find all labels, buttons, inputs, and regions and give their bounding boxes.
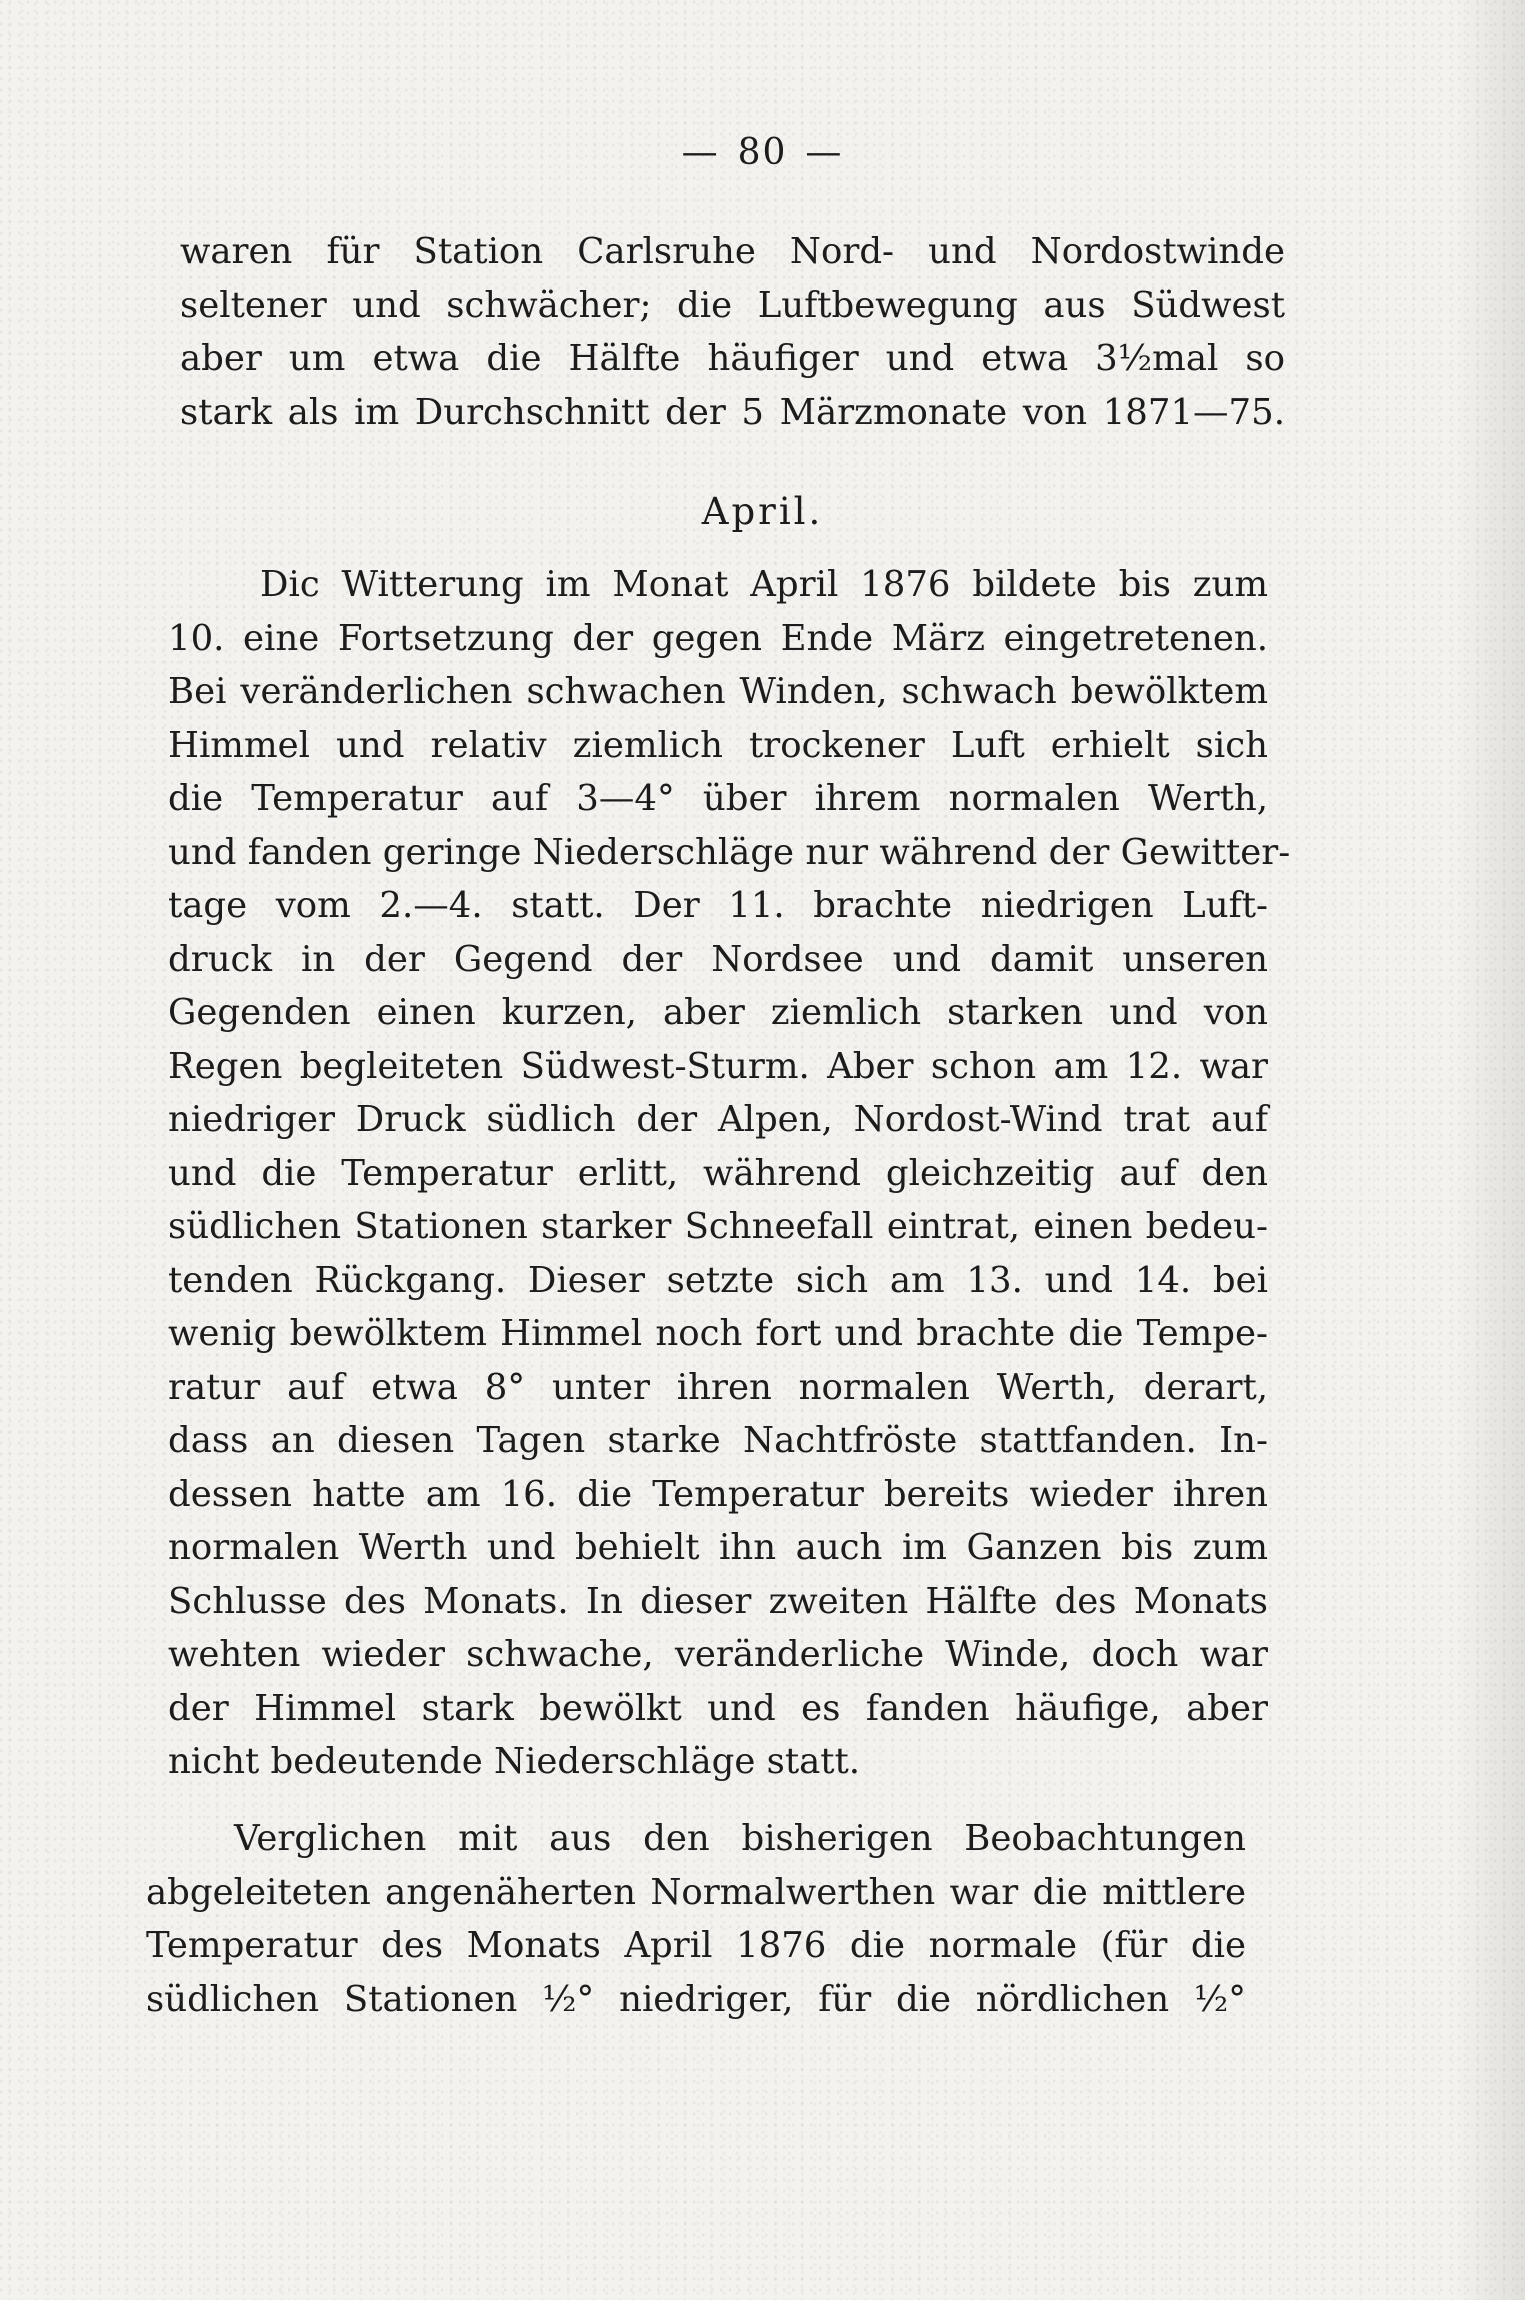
text-line: aber um etwa die Hälfte häufiger und etwa 3½mal so xyxy=(180,338,1285,379)
text-line: Regen begleiteten Südwest-Sturm. Aber schon am 12. war xyxy=(168,1045,1268,1087)
text-line: waren für Station Carlsruhe Nord- und Nordostwinde xyxy=(180,231,1285,272)
page-number-dash-left: — xyxy=(681,132,720,173)
text-line: wehten wieder schwache, veränderliche Winde, doch war xyxy=(168,1634,1268,1675)
text-line: tenden Rückgang. Dieser setzte sich am 13. und 14. bei xyxy=(168,1259,1268,1301)
text-line: seltener und schwächer; die Luftbewegung aus Südwest xyxy=(180,284,1285,326)
text-line: abgeleiteten angenäherten Normalwerthen war die mittlere xyxy=(146,1871,1246,1913)
text-line: und die Temperatur erlitt, während gleichzeitig auf den xyxy=(168,1152,1268,1194)
page-edge-shadow xyxy=(1455,0,1525,2300)
text-line: Verglichen mit aus den bisherigen Beobachtungen xyxy=(234,1818,1246,1859)
text-line: niedriger Druck südlich der Alpen, Nordost-Wind trat auf xyxy=(168,1099,1268,1140)
section-heading: April. xyxy=(701,490,824,533)
text-line: Dic Witterung im Monat April 1876 bildete bis zum xyxy=(260,564,1268,605)
text-line: stark als im Durchschnitt der 5 Märzmonate von 1871—75. xyxy=(180,391,1285,433)
text-line: tage vom 2.—4. statt. Der 11. brachte niedrigen Luft- xyxy=(168,885,1268,926)
page-number-value: 80 xyxy=(737,132,788,173)
text-line: Gegenden einen kurzen, aber ziemlich starken und von xyxy=(168,992,1268,1033)
text-line: der Himmel stark bewölkt und es fanden häufige, aber xyxy=(168,1687,1268,1729)
text-line: Temperatur des Monats April 1876 die normale (für die xyxy=(146,1925,1246,1966)
text-line: nicht bedeutende Niederschläge statt. xyxy=(168,1741,861,1782)
paragraph-1 xyxy=(168,558,1291,1789)
text-line: ratur auf etwa 8° unter ihren normalen Werth, derart, xyxy=(168,1366,1268,1408)
text-line: wenig bewölktem Himmel noch fort und brachte die Tempe- xyxy=(168,1313,1268,1354)
text-line: druck in der Gegend der Nordsee und damit unseren xyxy=(168,938,1268,980)
paragraph-2 xyxy=(146,1812,1246,2026)
text-line: normalen Werth und behielt ihn auch im Ganzen bis zum xyxy=(168,1527,1268,1568)
text-line: Bei veränderlichen schwachen Winden, schwach bewölktem xyxy=(168,671,1268,712)
text-line: südlichen Stationen starker Schneefall eintrat, einen bedeu- xyxy=(168,1206,1268,1247)
text-line: dass an diesen Tagen starke Nachtfröste stattfanden. In- xyxy=(168,1420,1268,1461)
text-line: Himmel und relativ ziemlich trockener Luft erhielt sich xyxy=(168,724,1268,766)
page-number-dash-right: — xyxy=(805,132,844,173)
page-number xyxy=(0,132,1525,173)
text-line: dessen hatte am 16. die Temperatur bereits wieder ihren xyxy=(168,1473,1268,1515)
text-line: südlichen Stationen ½° niedriger, für die nördlichen ½° xyxy=(146,1978,1246,2020)
text-line: 10. eine Fortsetzung der gegen Ende März eingetretenen. xyxy=(168,617,1268,659)
text-line: die Temperatur auf 3—4° über ihrem normalen Werth, xyxy=(168,778,1268,819)
text-line: Schlusse des Monats. In dieser zweiten Hälfte des Monats xyxy=(168,1580,1268,1622)
text-line: und fanden geringe Niederschläge nur während der Gewitter- xyxy=(168,831,1291,873)
intro-paragraph xyxy=(180,225,1285,439)
